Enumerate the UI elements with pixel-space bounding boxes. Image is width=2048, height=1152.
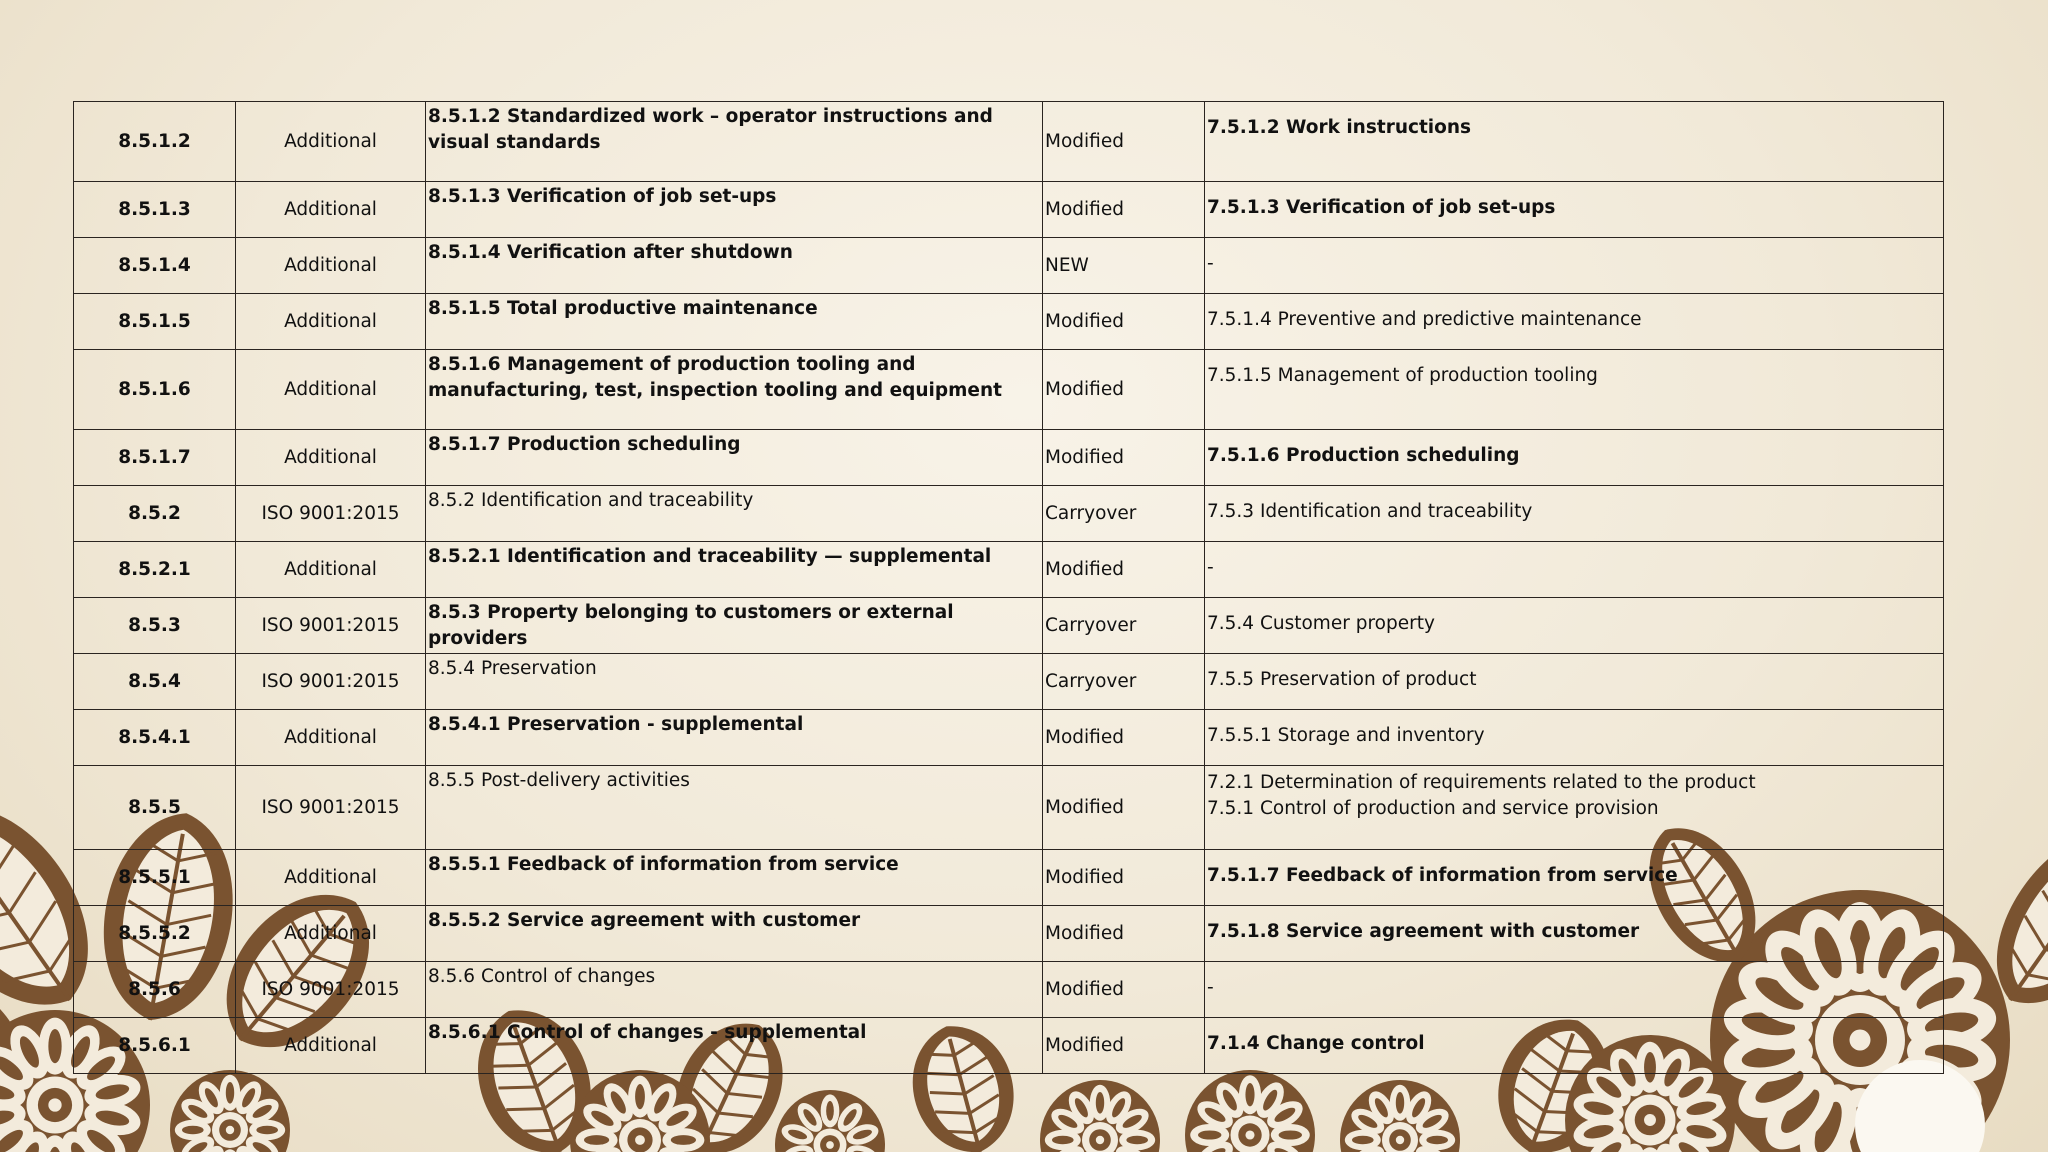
requirement-title-cell: 8.5.2 Identification and traceability <box>426 486 1043 542</box>
table-row <box>74 710 1944 766</box>
flower-ornament <box>1040 1080 1160 1152</box>
previous-clause-line: 7.5.1.6 Production scheduling <box>1207 445 1520 466</box>
table-row <box>74 182 1944 238</box>
requirement-title-cell: 8.5.5.1 Feedback of information from service <box>426 850 1043 906</box>
source-standard-cell: ISO 9001:2015 <box>236 598 426 654</box>
previous-clause-cell <box>1205 710 1944 766</box>
source-standard-cell: Additional <box>236 542 426 598</box>
clause-number-cell: 8.5.5.1 <box>74 850 236 906</box>
requirement-title-cell: 8.5.5 Post-delivery activities <box>426 766 1043 850</box>
previous-clause-line: 7.5.1.2 Work instructions <box>1207 117 1472 138</box>
table-row <box>74 350 1944 430</box>
previous-clause-cell <box>1205 850 1944 906</box>
clause-number-cell: 8.5.1.5 <box>74 294 236 350</box>
flower-ornament <box>1340 1080 1460 1152</box>
previous-clause-cell <box>1205 182 1944 238</box>
clause-number-cell: 8.5.6.1 <box>74 1018 236 1074</box>
table-row <box>74 486 1944 542</box>
requirement-title-cell: 8.5.4.1 Preservation - supplemental <box>426 710 1043 766</box>
clause-number-cell: 8.5.2 <box>74 486 236 542</box>
change-status-cell: Modified <box>1043 182 1205 238</box>
source-standard-cell: Additional <box>236 182 426 238</box>
previous-clause-line: - <box>1207 253 1214 274</box>
change-status-cell: Modified <box>1043 542 1205 598</box>
clause-number-cell: 8.5.1.7 <box>74 430 236 486</box>
previous-clause-cell <box>1205 1018 1944 1074</box>
change-status-cell: Modified <box>1043 766 1205 850</box>
change-status-cell: Modified <box>1043 850 1205 906</box>
requirement-title-cell: 8.5.2.1 Identification and traceability — supplemental <box>426 542 1043 598</box>
table-row <box>74 542 1944 598</box>
change-status-cell: Modified <box>1043 906 1205 962</box>
previous-clause-line: 7.5.1.7 Feedback of information from service <box>1207 865 1678 886</box>
change-status-cell: Modified <box>1043 1018 1205 1074</box>
flower-ornament <box>170 1070 290 1152</box>
requirements-comparison-table <box>73 101 1944 1074</box>
previous-clause-line: 7.5.1.3 Verification of job set-ups <box>1207 197 1556 218</box>
previous-clause-cell <box>1205 542 1944 598</box>
requirement-title-cell: 8.5.3 Property belonging to customers or external providers <box>426 598 1043 654</box>
previous-clause-line: 7.5.1.8 Service agreement with customer <box>1207 921 1640 942</box>
flower-ornament <box>775 1090 885 1152</box>
previous-clause-line: - <box>1207 557 1214 578</box>
previous-clause-cell <box>1205 766 1944 850</box>
previous-clause-cell <box>1205 962 1944 1018</box>
previous-clause-cell <box>1205 350 1944 430</box>
requirement-title-cell: 8.5.1.5 Total productive maintenance <box>426 294 1043 350</box>
clause-number-cell: 8.5.5 <box>74 766 236 850</box>
table-row <box>74 850 1944 906</box>
change-status-cell: Modified <box>1043 962 1205 1018</box>
previous-clause-cell <box>1205 486 1944 542</box>
table-row <box>74 906 1944 962</box>
clause-number-cell: 8.5.1.6 <box>74 350 236 430</box>
source-standard-cell: ISO 9001:2015 <box>236 766 426 850</box>
previous-clause-cell <box>1205 906 1944 962</box>
clause-number-cell: 8.5.5.2 <box>74 906 236 962</box>
clause-number-cell: 8.5.2.1 <box>74 542 236 598</box>
previous-clause-line: 7.1.4 Change control <box>1207 1033 1425 1054</box>
previous-clause-cell <box>1205 598 1944 654</box>
table-row <box>74 654 1944 710</box>
requirement-title-cell: 8.5.4 Preservation <box>426 654 1043 710</box>
table-row <box>74 1018 1944 1074</box>
previous-clause-line: 7.5.5 Preservation of product <box>1207 669 1477 690</box>
table-row <box>74 962 1944 1018</box>
requirement-title-cell: 8.5.5.2 Service agreement with customer <box>426 906 1043 962</box>
change-status-cell: NEW <box>1043 238 1205 294</box>
previous-clause-line: 7.5.1.4 Preventive and predictive maintenance <box>1207 309 1642 330</box>
source-standard-cell: Additional <box>236 294 426 350</box>
clause-number-cell: 8.5.3 <box>74 598 236 654</box>
previous-clause-line: 7.5.5.1 Storage and inventory <box>1207 725 1485 746</box>
change-status-cell: Modified <box>1043 350 1205 430</box>
source-standard-cell: Additional <box>236 1018 426 1074</box>
requirement-title-cell: 8.5.1.4 Verification after shutdown <box>426 238 1043 294</box>
clause-number-cell: 8.5.4 <box>74 654 236 710</box>
requirement-title-cell: 8.5.1.7 Production scheduling <box>426 430 1043 486</box>
previous-clause-line: 7.5.1.5 Management of production tooling <box>1207 365 1598 386</box>
change-status-cell: Modified <box>1043 102 1205 182</box>
previous-clause-line: 7.2.1 Determination of requirements related to the product <box>1207 772 1756 793</box>
source-standard-cell: Additional <box>236 350 426 430</box>
change-status-cell: Modified <box>1043 710 1205 766</box>
change-status-cell: Carryover <box>1043 598 1205 654</box>
change-status-cell: Carryover <box>1043 486 1205 542</box>
clause-number-cell: 8.5.6 <box>74 962 236 1018</box>
requirement-title-cell: 8.5.1.2 Standardized work – operator instructions and visual standards <box>426 102 1043 182</box>
previous-clause-cell <box>1205 102 1944 182</box>
table-row <box>74 294 1944 350</box>
source-standard-cell: Additional <box>236 238 426 294</box>
table-row <box>74 766 1944 850</box>
requirement-title-cell: 8.5.6 Control of changes <box>426 962 1043 1018</box>
source-standard-cell: Additional <box>236 710 426 766</box>
source-standard-cell: Additional <box>236 102 426 182</box>
previous-clause-cell <box>1205 238 1944 294</box>
source-standard-cell: Additional <box>236 430 426 486</box>
table-row <box>74 598 1944 654</box>
previous-clause-cell <box>1205 430 1944 486</box>
requirement-title-cell: 8.5.1.3 Verification of job set-ups <box>426 182 1043 238</box>
source-standard-cell: ISO 9001:2015 <box>236 654 426 710</box>
requirement-title-cell: 8.5.1.6 Management of production tooling and manufacturing, test, inspection tooling and equipment <box>426 350 1043 430</box>
previous-clause-cell <box>1205 654 1944 710</box>
change-status-cell: Modified <box>1043 430 1205 486</box>
clause-number-cell: 8.5.4.1 <box>74 710 236 766</box>
change-status-cell: Carryover <box>1043 654 1205 710</box>
flower-ornament <box>1185 1070 1315 1152</box>
clause-number-cell: 8.5.1.3 <box>74 182 236 238</box>
table-row <box>74 102 1944 182</box>
table-row <box>74 430 1944 486</box>
previous-clause-cell <box>1205 294 1944 350</box>
previous-clause-line: 7.5.3 Identification and traceability <box>1207 501 1533 522</box>
table-row <box>74 238 1944 294</box>
requirement-title-cell: 8.5.6.1 Control of changes - supplemental <box>426 1018 1043 1074</box>
previous-clause-line: - <box>1207 977 1214 998</box>
previous-clause-line: 7.5.4 Customer property <box>1207 613 1435 634</box>
clause-number-cell: 8.5.1.4 <box>74 238 236 294</box>
source-standard-cell: Additional <box>236 850 426 906</box>
change-status-cell: Modified <box>1043 294 1205 350</box>
table-body <box>74 102 1944 1074</box>
clause-number-cell: 8.5.1.2 <box>74 102 236 182</box>
previous-clause-line: 7.5.1 Control of production and service provision <box>1207 798 1659 819</box>
source-standard-cell: ISO 9001:2015 <box>236 486 426 542</box>
source-standard-cell: Additional <box>236 906 426 962</box>
source-standard-cell: ISO 9001:2015 <box>236 962 426 1018</box>
